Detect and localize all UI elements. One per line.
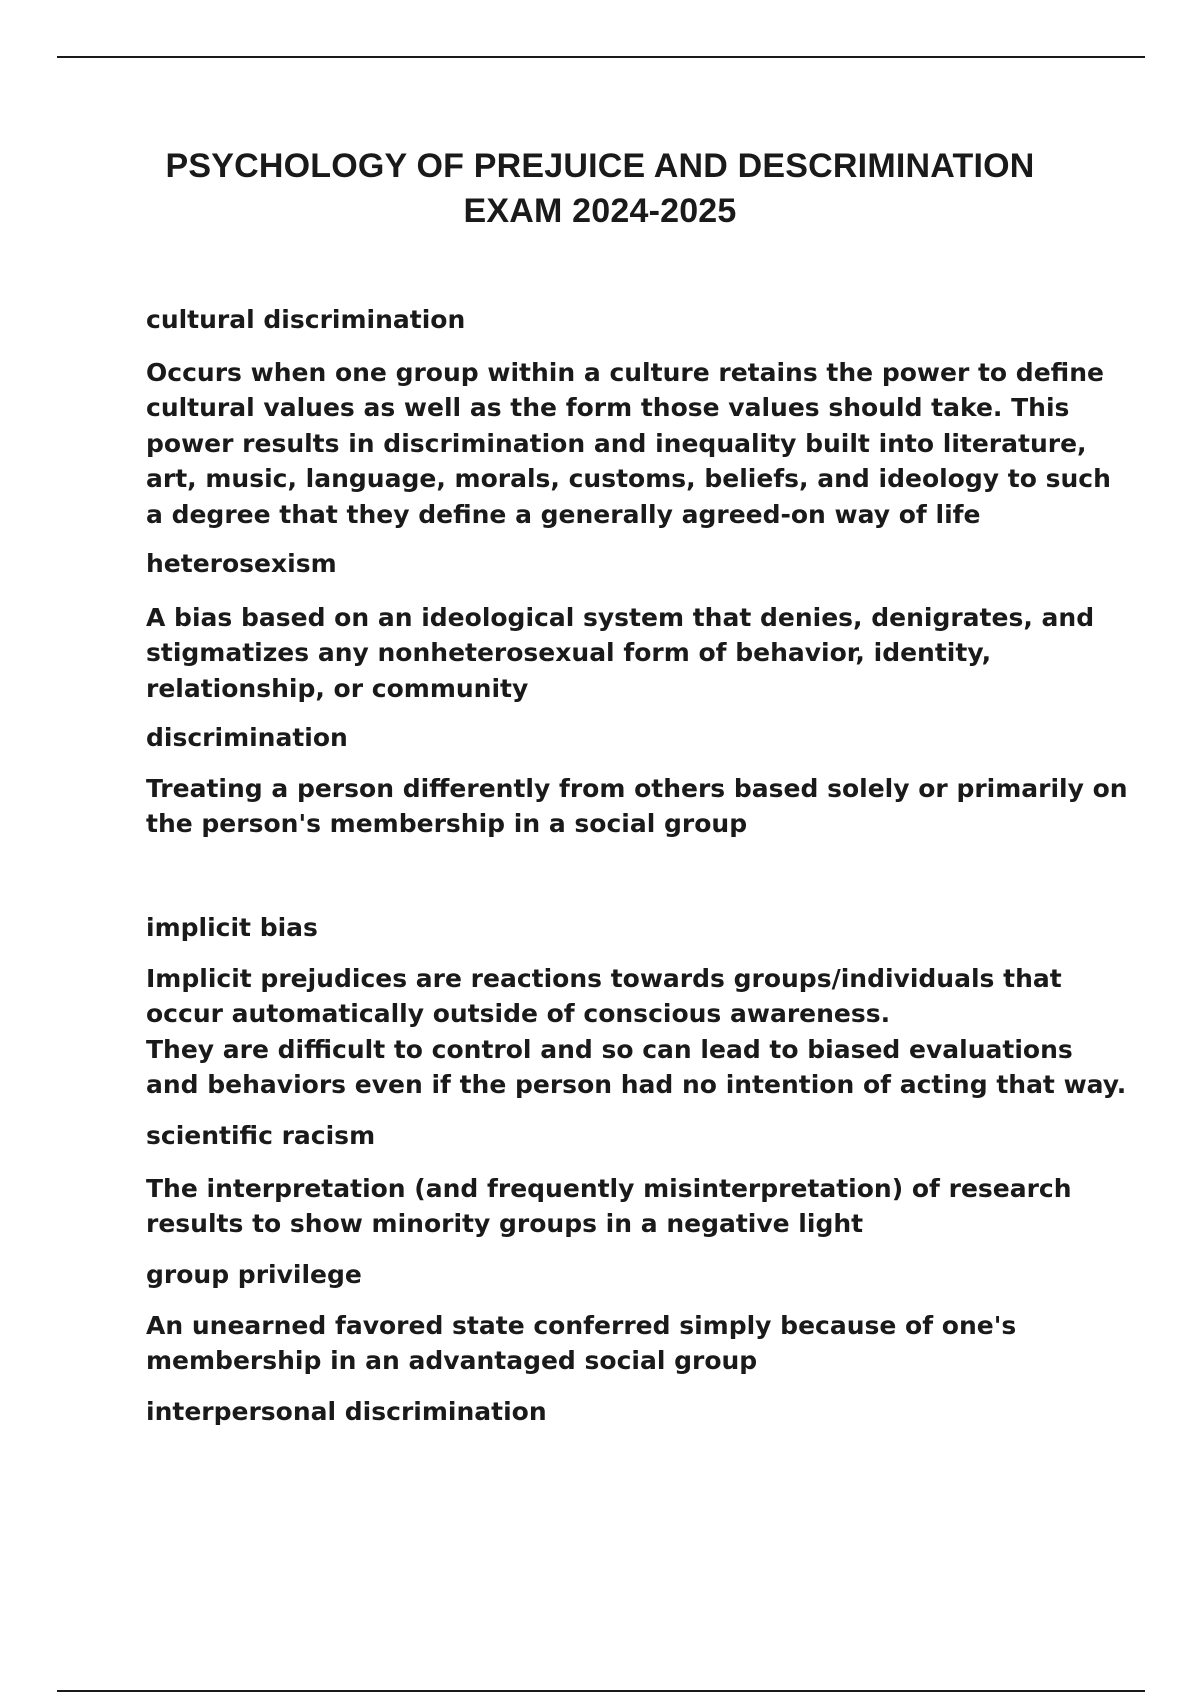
definition-line: Implicit prejudices are reactions towards groups/individuals that: [146, 964, 1062, 993]
definition-line: results to show minority groups in a negative light: [146, 1209, 864, 1239]
definition-discrimination: [146, 771, 1128, 842]
definition-line: cultural values as well as the form those values should take. This: [146, 393, 1070, 423]
definition-group-privilege: [146, 1308, 1106, 1379]
definition-heterosexism: [146, 600, 1106, 706]
definition-cultural-discrimination: [146, 355, 1111, 532]
definition-line: membership in an advantaged social group: [146, 1346, 758, 1376]
definition-line: power results in discrimination and inequality built into literature,: [146, 428, 1087, 458]
title-line-2: EXAM 2024-2025: [463, 192, 737, 230]
term-discrimination: discrimination: [146, 723, 348, 752]
definition-line: Treating a person differently from others based solely or primarily on: [146, 774, 1128, 803]
definition-line: a degree that they define a generally agreed-on way of life: [146, 499, 981, 529]
definition-line: Occurs when one group within a culture retains the power to define: [146, 358, 1104, 387]
term-scientific-racism: scientific racism: [146, 1121, 376, 1150]
definition-line: A bias based on an ideological system that denies, denigrates, and: [146, 603, 1095, 632]
term-heterosexism: heterosexism: [146, 549, 337, 578]
definition-line: They are difficult to control and so can lead to biased evaluations: [146, 1034, 1073, 1064]
definition-line: The interpretation (and frequently misinterpretation) of research: [146, 1174, 1072, 1203]
title-line-1: PSYCHOLOGY OF PREJUICE AND DESCRIMINATION: [165, 147, 1035, 185]
definition-line: occur automatically outside of conscious awareness.: [146, 999, 891, 1029]
bottom-rule: [57, 1690, 1145, 1692]
definition-line: An unearned favored state conferred simply because of one's: [146, 1311, 1017, 1340]
definition-line: relationship, or community: [146, 673, 529, 703]
definition-line: art, music, language, morals, customs, beliefs, and ideology to such: [146, 464, 1111, 494]
term-interpersonal-discrimination: interpersonal discrimination: [146, 1397, 547, 1426]
definition-line: and behaviors even if the person had no intention of acting that way.: [146, 1070, 1127, 1100]
definition-line: stigmatizes any nonheterosexual form of behavior, identity,: [146, 638, 992, 668]
term-group-privilege: group privilege: [146, 1260, 362, 1289]
definition-implicit-bias: [146, 961, 1127, 1103]
term-cultural-discrimination: cultural discrimination: [146, 305, 466, 334]
term-implicit-bias: implicit bias: [146, 913, 318, 942]
definition-line: the person's membership in a social group: [146, 809, 748, 839]
definition-scientific-racism: [146, 1171, 1106, 1242]
